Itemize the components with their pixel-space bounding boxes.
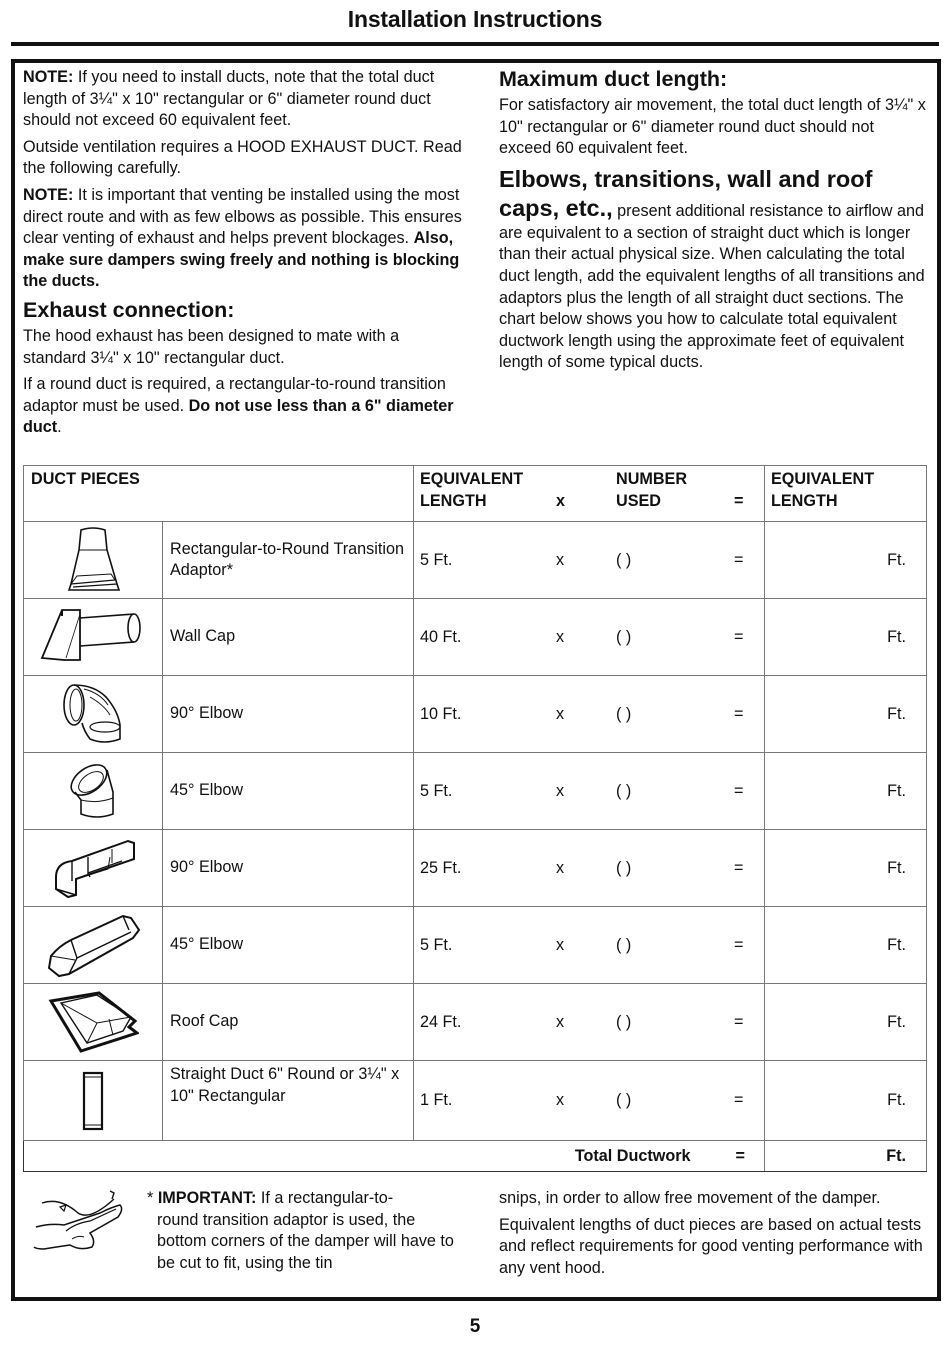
table-row — [24, 676, 927, 753]
number-used-field[interactable]: ( ) — [616, 704, 632, 723]
equals-sign: = — [734, 704, 744, 723]
asterisk: * — [147, 1189, 158, 1207]
table-row — [24, 1061, 927, 1141]
duct-length-table — [23, 465, 927, 1172]
calc-cell — [414, 522, 765, 599]
number-used-field[interactable]: ( ) — [616, 858, 632, 877]
duct-piece-name: 45° Elbow — [163, 753, 414, 830]
icon-cell — [24, 907, 163, 984]
result-field[interactable]: Ft. — [765, 522, 927, 599]
note-label: NOTE: — [23, 68, 74, 86]
header-duct-pieces: DUCT PIECES — [24, 466, 414, 522]
elbows-heading: Elbows, transitions, wall and roof caps, etc., — [499, 165, 873, 221]
total-row — [24, 1141, 927, 1172]
duct-piece-name: 45° Elbow — [163, 907, 414, 984]
icon-cell — [24, 984, 163, 1061]
result-field[interactable]: Ft. — [765, 599, 927, 676]
important-text-end: snips, in order to allow free movement of the damper. — [499, 1189, 881, 1207]
equivalent-length: 24 Ft. — [420, 1012, 462, 1031]
icon-cell — [24, 753, 163, 830]
number-used-field[interactable]: ( ) — [616, 781, 632, 800]
tin-snips-icon — [30, 1183, 130, 1263]
equals-sign: = — [734, 935, 744, 954]
outside-ventilation-text: Outside ventilation requires a HOOD EXHAUST DUCT. Read the following carefully. — [23, 137, 462, 178]
calc-cell — [414, 907, 765, 984]
roof-cap-icon — [47, 991, 139, 1053]
duct-piece-name: Roof Cap — [163, 984, 414, 1061]
duct-piece-name: Rectangular-to-Round Transition Adaptor* — [163, 522, 414, 599]
table-row — [24, 522, 927, 599]
duct-piece-name: 90° Elbow — [163, 676, 414, 753]
equals-sign: = — [734, 858, 744, 877]
important-text-continued: round transition adaptor is used, the bottom corners of the damper will have to be cut to fit, using the tin — [157, 1210, 454, 1272]
result-field[interactable]: Ft. — [765, 830, 927, 907]
header-result-length — [765, 466, 927, 522]
exhaust-warning: Do not use less than a 6" diameter duct — [23, 396, 454, 437]
duct-piece-name: 90° Elbow — [163, 830, 414, 907]
title-divider — [11, 42, 939, 46]
number-used-field[interactable]: ( ) — [616, 627, 632, 646]
equivalent-length: 40 Ft. — [420, 627, 462, 646]
page-number: 5 — [469, 1316, 481, 1337]
times-sign: x — [556, 935, 565, 954]
duct-piece-name: Wall Cap — [163, 599, 414, 676]
note-text: It is important that venting be installed using the most direct route and with as few elbows as possible. This ensures clear venting of exhaust and helps prevent blockages. — [23, 185, 462, 248]
total-result-field[interactable]: Ft. — [765, 1141, 927, 1172]
straight-duct-icon — [81, 1071, 105, 1131]
header-text: x — [556, 491, 566, 510]
note-install-ducts — [23, 67, 463, 132]
number-used-field[interactable]: ( ) — [616, 1012, 632, 1031]
times-sign: x — [556, 781, 565, 800]
header-text: NUMBER — [616, 470, 688, 488]
max-duct-length-text: For satisfactory air movement, the total duct length of 3¼" x 10" rectangular or 6" diameter round duct should not exceed 60 equivalent feet. — [499, 96, 926, 158]
important-text: If a rectangular-to- — [256, 1189, 394, 1207]
round-45-elbow-icon — [65, 762, 121, 820]
exhaust-text: If a round duct is required, a rectangular-to-round transition adaptor must be used. — [23, 375, 446, 415]
important-label: IMPORTANT: — [157, 1189, 257, 1207]
number-used-field[interactable]: ( ) — [616, 1091, 632, 1109]
header-number-used — [616, 469, 734, 512]
icon-cell — [24, 676, 163, 753]
icon-cell — [24, 522, 163, 599]
header-times — [556, 469, 616, 512]
exhaust-connection-heading: Exhaust connection: — [23, 297, 235, 322]
header-text: USED — [616, 491, 661, 510]
note-label: NOTE: — [23, 185, 74, 204]
transition-adaptor-icon — [63, 526, 123, 594]
number-used-field[interactable]: ( ) — [616, 550, 632, 569]
times-sign: x — [556, 627, 565, 646]
result-field[interactable]: Ft. — [765, 907, 927, 984]
calc-cell — [414, 676, 765, 753]
table-row — [24, 984, 927, 1061]
period: . — [57, 418, 62, 437]
calc-cell — [414, 1061, 765, 1141]
equals-sign: = — [735, 1146, 745, 1165]
left-column — [23, 67, 463, 444]
equals-sign: = — [734, 550, 744, 569]
header-text: EQUIVALENT — [420, 470, 524, 488]
calc-cell — [414, 599, 765, 676]
result-field[interactable]: Ft. — [765, 753, 927, 830]
note-warning: Also, make sure dampers swing freely and nothing is blocking the ducts. — [23, 229, 460, 291]
equivalent-length: 25 Ft. — [420, 858, 462, 877]
number-used-field[interactable]: ( ) — [616, 935, 632, 954]
header-text: LENGTH — [771, 491, 838, 510]
elbows-text: present additional resistance to airflow and are equivalent to a section of straight duct which is longer than their actual physical size. When calculating the total duct length, add the equivalent lengths of all transitions and adaptors plus the length of all straight duct sections. The chart below shows you how to calculate total equivalent ductwork length using the approximate feet of equivalent length of some typical ducts. — [499, 201, 925, 372]
calc-cell — [414, 753, 765, 830]
icon-cell — [24, 599, 163, 676]
header-equivalent-length — [420, 469, 556, 512]
result-field[interactable]: Ft. — [765, 676, 927, 753]
times-sign: x — [556, 1091, 565, 1109]
elbows-paragraph — [499, 165, 929, 374]
equals-sign: = — [734, 627, 744, 646]
duct-piece-name: Straight Duct 6" Round or 3¼" x 10" Rectangular — [163, 1061, 414, 1141]
right-column — [499, 67, 929, 379]
equivalent-length: 5 Ft. — [420, 781, 453, 800]
times-sign: x — [556, 1012, 565, 1031]
equivalent-length: 1 Ft. — [420, 1091, 453, 1109]
exhaust-paragraph-2 — [23, 374, 463, 439]
header-text: = — [734, 491, 744, 510]
rect-90-elbow-icon — [48, 837, 138, 899]
rect-45-elbow-icon — [45, 912, 141, 978]
total-ductwork-label: Total Ductwork — [574, 1146, 691, 1165]
table-row — [24, 830, 927, 907]
header-text: EQUIVALENT — [771, 470, 875, 488]
total-label-cell — [24, 1141, 765, 1172]
times-sign: x — [556, 704, 565, 723]
equals-sign: = — [734, 1091, 744, 1109]
equals-sign: = — [734, 1012, 744, 1031]
header-calculation — [414, 466, 765, 522]
result-field[interactable]: Ft. — [765, 984, 927, 1061]
icon-cell — [24, 830, 163, 907]
table-row — [24, 599, 927, 676]
exhaust-paragraph-1: The hood exhaust has been designed to mate with a standard 3¼" x 10" rectangular duct. — [23, 326, 400, 367]
result-field[interactable]: Ft. — [765, 1061, 927, 1141]
table-row — [24, 907, 927, 984]
table-row — [24, 753, 927, 830]
equivalent-lengths-note: Equivalent lengths of duct pieces are based on actual tests and reflect requirements for good venting performance with any vent hood. — [499, 1215, 923, 1277]
max-duct-length-heading: Maximum duct length: — [499, 67, 728, 91]
total-label-group — [575, 1147, 764, 1166]
calc-cell — [414, 984, 765, 1061]
equivalent-length: 10 Ft. — [420, 704, 462, 723]
header-equals — [734, 469, 764, 512]
round-90-elbow-icon — [60, 683, 126, 745]
table-header-row — [24, 466, 927, 522]
times-sign: x — [556, 550, 565, 569]
calc-cell — [414, 830, 765, 907]
equivalent-length: 5 Ft. — [420, 550, 453, 569]
icon-cell — [24, 1061, 163, 1141]
equivalent-length: 5 Ft. — [420, 935, 453, 954]
equals-sign: = — [734, 781, 744, 800]
header-text: LENGTH — [420, 491, 487, 510]
note-text: If you need to install ducts, note that the total duct length of 3¼" x 10" rectangular or 6" diameter round duct should not exceed 60 equivalent feet. — [23, 68, 435, 130]
important-note — [147, 1188, 467, 1274]
note-venting — [23, 185, 463, 293]
times-sign: x — [556, 858, 565, 877]
page-title: Installation Instructions — [347, 6, 603, 32]
bottom-right-notes — [499, 1188, 929, 1284]
wall-cap-icon — [38, 608, 148, 666]
